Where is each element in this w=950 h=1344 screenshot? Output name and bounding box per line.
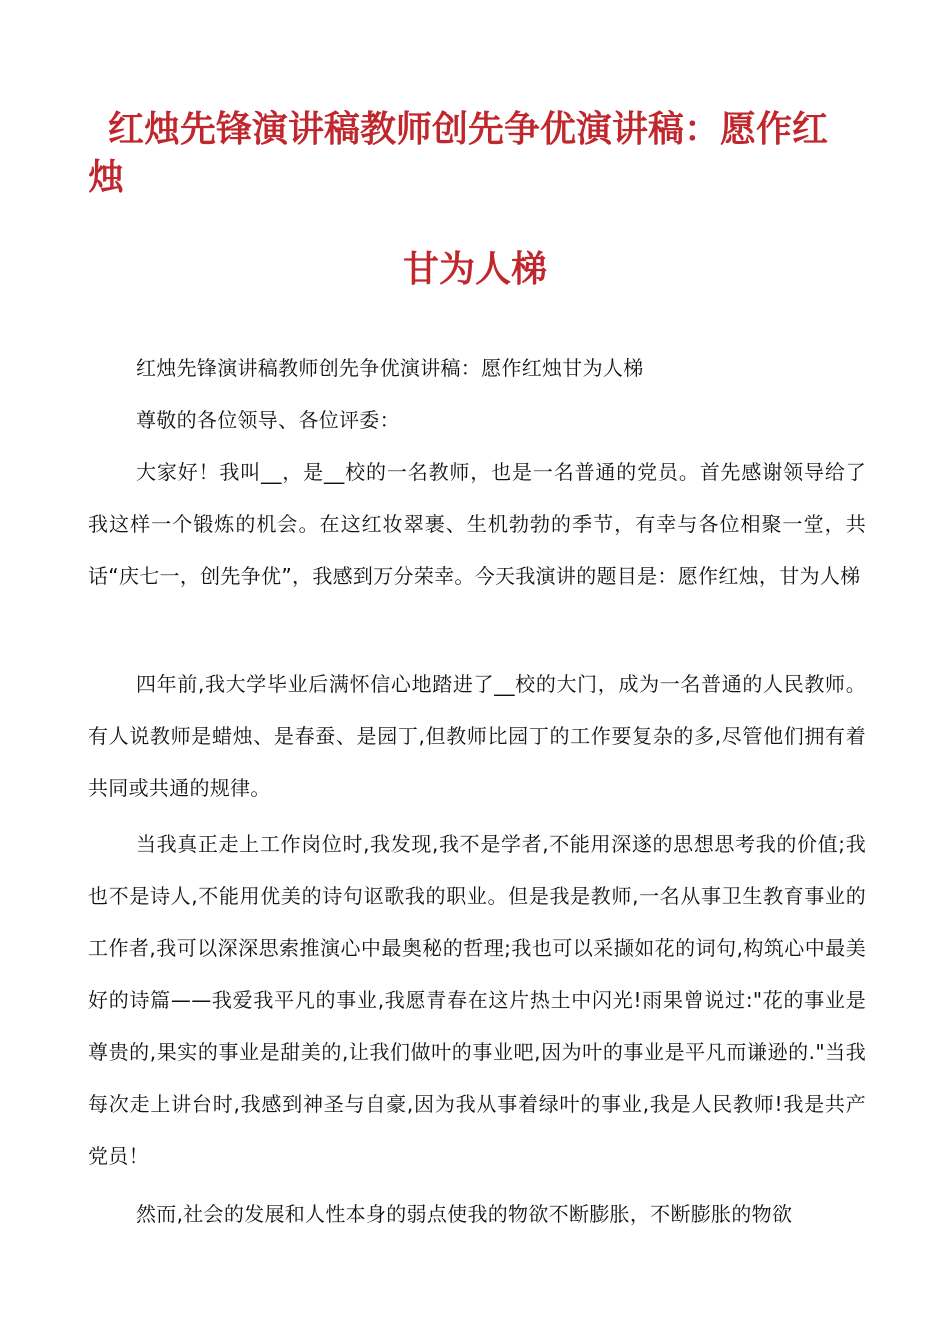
- document-title: [88, 106, 858, 202]
- title-text: 红烛先锋演讲稿教师创先争优演讲稿：愿作红烛: [88, 109, 829, 198]
- body-paragraph: 然而,社会的发展和人性本身的弱点使我的物欲不断膨胀，不断膨胀的物欲: [136, 1202, 793, 1226]
- salutation-paragraph: 尊敬的各位领导、各位评委：: [136, 408, 400, 432]
- body-paragraph: 四年前,我大学毕业后满怀信心地踏进了__校的大门，成为一名普通的人民教师。有人说教师是蜡烛、是春蚕、是园丁,但教师比园丁的工作要复杂的多,尽管他们拥有着共同或共通的规律。: [88, 672, 866, 800]
- document-subtitle: 甘为人梯: [402, 249, 547, 290]
- intro-paragraph: 红烛先锋演讲稿教师创先争优演讲稿：愿作红烛甘为人梯: [136, 356, 644, 380]
- body-paragraph: 大家好！我叫__，是__校的一名教师，也是一名普通的党员。首先感谢领导给了我这样一个锻炼的机会。在这红妆翠裹、生机勃勃的季节，有幸与各位相聚一堂，共话“庆七一，创先争优”，我感到万分荣幸。今天我演讲的题目是：愿作红烛，甘为人梯: [88, 460, 866, 588]
- body-paragraph: 当我真正走上工作岗位时,我发现,我不是学者,不能用深遂的思想思考我的价值;我也不是诗人,不能用优美的诗句讴歌我的职业。但是我是教师,一名从事卫生教育事业的工作者,我可以深深思索推演心中最奥秘的哲理;我也可以采撷如花的词句,构筑心中最美好的诗篇——我爱我平凡的事业,我愿青春在这片热土中闪光!雨果曾说过:"花的事业是尊贵的,果实的事业是甜美的,让我们做叶的事业吧,因为叶的事业是平凡而谦逊的."当我每次走上讲台时,我感到神圣与自豪,因为我从事着绿叶的事业,我是人民教师!我是共产党员！: [88, 832, 866, 1168]
